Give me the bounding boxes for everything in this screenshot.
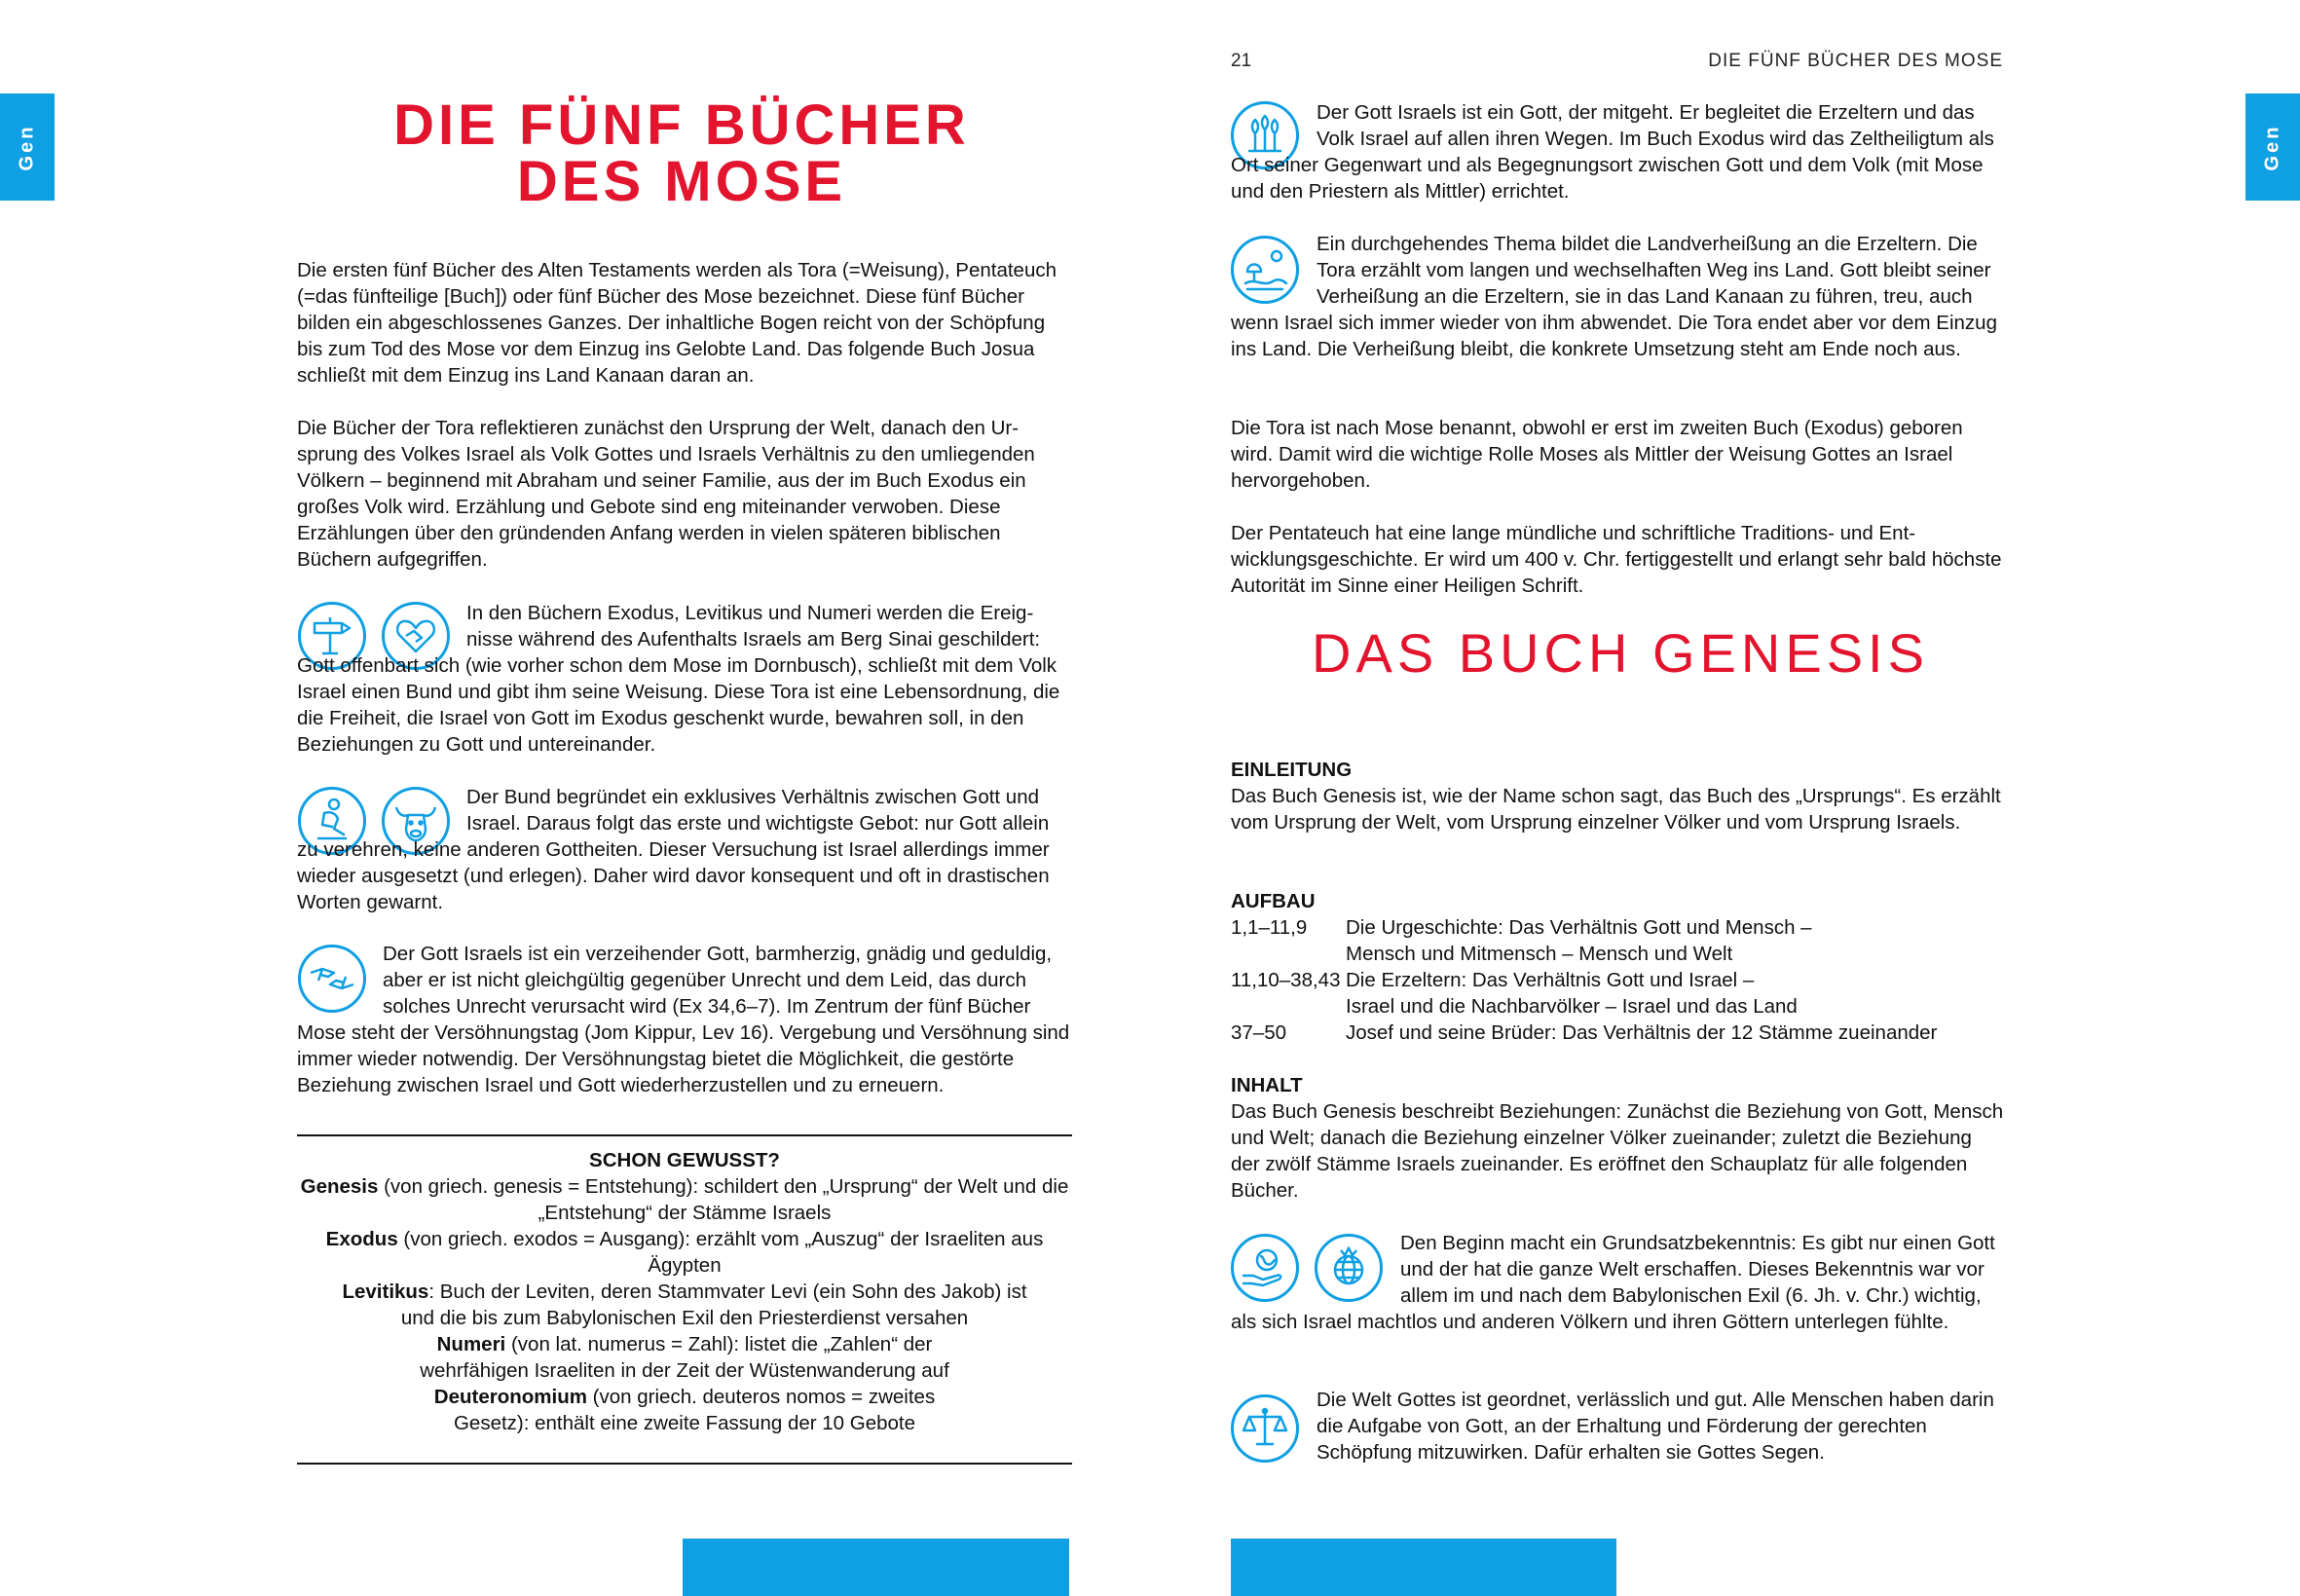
aufbau-desc [1346,1020,1937,1046]
paragraph-god-goes-along-text: Der Gott Israels ist ein Gott, der mitgeht. Er begleitet die Erzeltern und das Volk Israel auf allen ihren Wegen. Im Buch Exodus wird das Zeltheiligtum als Ort seiner Gegenwart und als Begegnungsort zwischen Gott und dem Volk (mit Mose und den Priestern als Mittler) errichtet. [1231,101,1994,203]
aufbau-ref: 11,10–38,43 [1231,969,1341,991]
box-term: Deuteronomium [433,1386,587,1408]
heading-einleitung: EINLEITUNG [1231,759,1353,781]
paragraph-creed-text: Den Beginn macht ein Grundsatzbekenntnis: Es gibt nur einen Gott und der hat die ganze Welt erschaffen. Dieses Bekenntnis war vor allem im und nach dem Babylonischen Exil (6. Jh. v. Chr.) wichtig, als sich Israel machtlos und anderen Völkern und ihren Göttern unterlegen fühlte. [1231,1232,1995,1333]
paragraph-land-promise-text: Ein durchgehendes Thema bildet die Landverheißung an die Erzeltern. Die Tora erzählt vom langen und wechselhaften Weg ins Land. Gott bleibt seiner Verheißung an die Erzeltern, sie in das Land Kanaan zu führen, treu, auch wenn Israel sich immer wieder von ihm abwendet. Die Tora endet aber vor dem Einzug ins Land. Die Verheißung bleibt, die konkrete Umsetzung steht am Ende noch aus. [1231,233,1997,360]
box-entry-genesis [297,1173,1072,1226]
chapter-tab-left [0,93,55,201]
paragraph-forgiveness-text: Der Gott Israels ist ein verzeihender Gott, barmherzig, gnädig und geduldig, aber er ist nicht gleichgültig gegenüber Unrecht und dem Leid, das durch solches Unrecht verursacht wird (Ex 34,6–7). Im Zentrum der fünf Bücher Mose steht der Versöhnungstag (Jom Kippur, Lev 16). Vergebung und Versöhnung sind immer wieder notwendig. Der Versöhnungstag bietet die Möglichkeit, die gestörte Beziehung zwischen Israel und Gott wiederherzustellen und zu erneuern. [297,943,1070,1096]
heading-inhalt: INHALT [1231,1074,1303,1096]
aufbau-ref: 1,1–11,9 [1231,916,1308,939]
box-term: Levitikus [342,1281,429,1303]
aufbau-desc [1346,914,1812,967]
icon-float-spacer [1231,1387,1317,1466]
section-aufbau [1231,888,2006,1046]
paragraph-sinai [297,600,1072,758]
box-term: Exodus [325,1228,398,1250]
box-text: : Buch der Leviten, deren Stammvater Levi (ein Sohn des Jakob) ist und die bis zum Babylonischen Exil den Priesterdienst versahen [400,1281,1027,1329]
aufbau-row [1231,1020,2006,1046]
aufbau-row [1231,914,2006,967]
aufbau-line: Mensch und Mitmensch – Mensch und Welt [1346,943,1733,965]
paragraph-creed [1231,1230,2006,1335]
paragraph-order-text: Die Welt Gottes ist geordnet, verlässlich und gut. Alle Menschen haben darin die Aufgabe von Gott, an der Erhaltung und Förderung der gerechten Schöpfung mitzuwirken. Dafür erhalten sie Gottes Segen. [1317,1389,1994,1464]
box-entry-numeri [297,1331,1072,1384]
paragraph-pentateuch-history: Der Pentateuch hat eine lange mündliche und schriftliche Traditions- und Entwicklungsgeschichte. Er wird um 400 v. Chr. fertiggestellt und erlangt sehr bald höchste Autorität im Sinne einer Heiligen Schrift. [1231,522,2002,597]
box-term: Numeri [436,1333,506,1355]
section-inhalt [1231,1072,2006,1204]
paragraph-origins: Die Bücher der Tora reflektieren zunächst den Ursprung der Welt, danach den Ursprung des Volkes Israel als Volk Gottes und Israels Verhältnis zu den umliegenden Völkern – beginnend mit Abraham und seiner Familie, aus der im Buch Exodus ein großes Volk wird. Erzählung und Gebote sind eng miteinander verwoben. Diese Erzählungen über den gründenden Anfang werden in vielen späteren biblischen Büchern aufgegriffen. [297,417,1035,571]
paragraph-land-promise [1231,231,2006,362]
box-text: (von griech. exodos = Ausgang): erzählt vom „Auszug“ der Israeliten aus Ägypten [397,1228,1044,1277]
box-entry-exodus [297,1226,1072,1279]
paragraph-intro: Die ersten fünf Bücher des Alten Testaments werden als Tora (=Weisung), Pentateuch (=das fünfteilige [Buch]) oder fünf Bücher des Mose bezeichnet. Diese fünf Bücher bilden ein abgeschlossenes Ganzes. Der inhaltliche Bogen reicht von der Schöpfung bis zum Tod des Mose vor dem Einzug ins Gelobte Land. Das folgende Buch Josua schließt mit dem Einzug ins Land Kanaan daran an. [297,259,1057,387]
chapter-tab-right [2245,93,2300,201]
aufbau-line: Die Urgeschichte: Das Verhältnis Gott und Mensch – [1346,916,1812,939]
box-text: (von griech. deuteros nomos = zweites Gesetz): enthält eine zweite Fassung der 10 Gebote [453,1386,936,1434]
chapter-tab-label: Gen [2261,124,2283,170]
paragraph-order [1231,1387,2006,1466]
icon-float-spacer [1231,231,1317,310]
box-term: Genesis [300,1175,379,1198]
box-text: (von griech. genesis = Entstehung): schildert den „Ursprung“ der Welt und die „Entstehung“ der Stämme Israels [378,1175,1069,1224]
paragraph-covenant [297,784,1072,915]
section-title-genesis: DAS BUCH GENESIS [1312,622,1929,684]
chapter-tab-label: Gen [16,124,38,170]
box-title: SCHON GEWUSST? [589,1149,780,1171]
icon-float-spacer [297,941,383,1020]
icon-float-spacer [1231,99,1317,152]
einleitung-text: Das Buch Genesis ist, wie der Name schon sagt, das Buch des „Ursprungs“. Es erzählt vom Ursprung der Welt, vom Ursprung einzelner Völker und vom Ursprung Israels. [1231,785,2001,834]
paragraph-god-goes-along [1231,99,2006,204]
chapter-title [292,93,1071,213]
page-number: 21 [1231,51,1252,71]
box-text: (von lat. numerus = Zahl): listet die „Zahlen“ der wehrfähigen Israeliten in der Zeit der Wüstenwanderung auf [420,1333,949,1382]
aufbau-row [1231,967,2006,1020]
running-head: DIE FÜNF BÜCHER DES MOSE [1708,51,2003,71]
chapter-title-line1: DIE FÜNF BÜCHER [393,93,970,157]
icon-float-spacer [297,600,466,652]
bottom-color-bar-left [683,1539,1069,1596]
icon-float-spacer [297,784,466,836]
section-einleitung [1231,757,2006,835]
aufbau-ref: 37–50 [1231,1021,1287,1044]
aufbau-desc [1346,967,1798,1020]
paragraph-covenant-text: Der Bund begründet ein exklusives Verhältnis zwischen Gott und Israel. Daraus folgt das erste und wichtigste Gebot: nur Gott allein zu verehren, keine anderen Gottheiten. Dieser Versuchung ist Israel allerdings immer wieder ausgesetzt (und erlegen). Daher wird davor konsequent und oft in drastischen Worten gewarnt. [297,786,1050,913]
box-rule-top [297,1134,1072,1136]
paragraph-sinai-text: In den Büchern Exodus, Levitikus und Numeri werden die Ereignisse während des Aufenthalts Israels am Berg Sinai geschildert: Gott offenbart sich (wie vorher schon dem Mose im Dornbusch), schließt mit dem Volk Israel einen Bund und gibt ihm seine Weisung. Diese Tora ist eine Lebensordnung, die die Freiheit, die Israel von Gott im Exodus geschenkt wurde, bewahren soll, in den Beziehungen zu Gott und untereinander. [297,602,1060,756]
bottom-color-bar-right [1231,1539,1616,1596]
chapter-title-line2: DES MOSE [516,150,847,213]
paragraph-named-after-moses: Die Tora ist nach Mose benannt, obwohl er erst im zweiten Buch (Exodus) geboren wird. Damit wird die wichtige Rolle Moses als Mittler der Weisung Gottes an Israel hervorgehoben. [1231,417,1963,492]
heading-aufbau: AUFBAU [1231,890,1316,912]
paragraph-forgiveness [297,941,1072,1098]
box-entry-levitikus [297,1279,1072,1331]
aufbau-line: Josef und seine Brüder: Das Verhältnis der 12 Stämme zueinander [1346,1021,1938,1044]
box-entry-deuteronomium [297,1384,1072,1436]
icon-float-spacer [1231,1230,1400,1309]
inhalt-text: Das Buch Genesis beschreibt Beziehungen: Zunächst die Beziehung von Gott, Mensch und Welt; danach die Beziehung einzelner Völker zueinander; zuletzt die Beziehung der zwölf Stämme Israels zueinander. Es eröffnet den Schauplatz für alle folgenden Bücher. [1231,1100,2004,1202]
box-rule-bottom [297,1463,1072,1465]
did-you-know-box [297,1147,1072,1436]
aufbau-line: Die Erzeltern: Das Verhältnis Gott und Israel – [1346,969,1755,991]
aufbau-line: Israel und die Nachbarvölker – Israel und das Land [1346,995,1798,1018]
